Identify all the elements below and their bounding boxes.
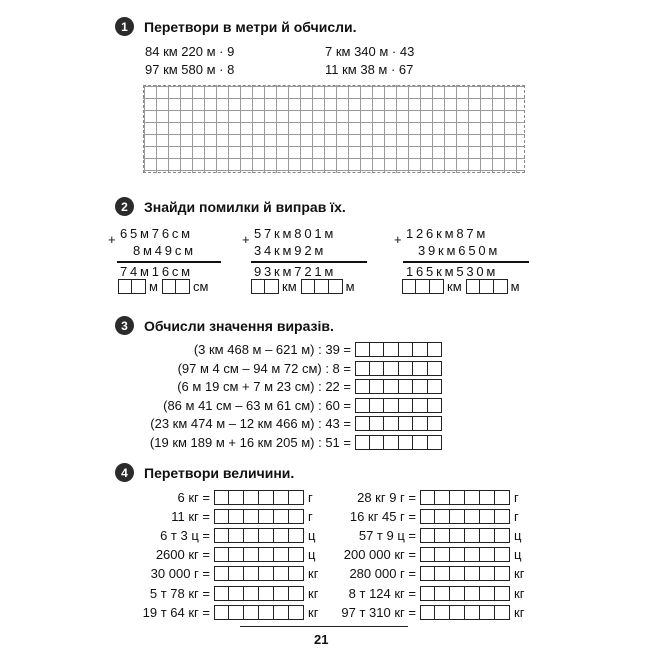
expression-row <box>177 379 442 394</box>
answer-row <box>251 279 359 294</box>
answer-box[interactable] <box>495 586 510 601</box>
answer-row <box>402 279 524 294</box>
answer-box[interactable] <box>480 490 495 505</box>
answer-box[interactable] <box>480 279 494 294</box>
task-4-header <box>115 463 294 482</box>
answer-box[interactable] <box>289 566 304 581</box>
conversion-row <box>341 605 528 620</box>
sum-result: 165км530м <box>406 264 499 279</box>
page-number: 21 <box>314 632 329 647</box>
answer-box[interactable] <box>435 528 450 543</box>
answer-box[interactable] <box>413 416 428 431</box>
answer-box[interactable] <box>450 566 465 581</box>
addend-top: 57км801м <box>254 226 337 241</box>
answer-box[interactable] <box>370 435 385 450</box>
conversion-expression: 8 т 124 кг = <box>348 585 416 601</box>
expression-text: (97 м 4 см – 94 м 72 см) : 8 = <box>177 360 351 376</box>
answer-box[interactable] <box>244 547 259 562</box>
task-2-header <box>115 197 346 216</box>
answer-box[interactable] <box>495 605 510 620</box>
answer-box[interactable] <box>214 547 229 562</box>
answer-box[interactable] <box>229 586 244 601</box>
answer-box[interactable] <box>274 566 289 581</box>
answer-box[interactable] <box>384 416 399 431</box>
answer-box[interactable] <box>495 509 510 524</box>
answer-box[interactable] <box>430 279 444 294</box>
answer-box[interactable] <box>289 509 304 524</box>
answer-box[interactable] <box>399 416 414 431</box>
answer-box[interactable] <box>465 566 480 581</box>
conversion-expression: 6 т 3 ц = <box>160 528 210 544</box>
answer-box[interactable] <box>450 605 465 620</box>
answer-box[interactable] <box>384 435 399 450</box>
unit-label: кг <box>514 604 525 620</box>
conversion-expression: 280 000 г = <box>349 566 416 582</box>
answer-box[interactable] <box>229 547 244 562</box>
column-addition <box>108 224 196 279</box>
answer-box[interactable] <box>416 279 430 294</box>
answer-box[interactable] <box>274 528 289 543</box>
answer-box[interactable] <box>274 490 289 505</box>
answer-box[interactable] <box>399 379 414 394</box>
expression-row <box>194 342 442 357</box>
answer-box[interactable] <box>435 490 450 505</box>
answer-box[interactable] <box>384 398 399 413</box>
answer-box[interactable] <box>355 361 370 376</box>
footer-line <box>240 626 408 627</box>
answer-box[interactable] <box>402 279 416 294</box>
answer-box[interactable] <box>450 547 465 562</box>
conversion-row <box>156 547 322 562</box>
answer-box[interactable] <box>355 416 370 431</box>
unit-label: км <box>447 279 462 294</box>
answer-box[interactable] <box>259 490 274 505</box>
answer-box[interactable] <box>428 416 443 431</box>
answer-box[interactable] <box>450 586 465 601</box>
answer-box[interactable] <box>355 435 370 450</box>
answer-box[interactable] <box>315 279 329 294</box>
unit-label: кг <box>308 566 319 582</box>
answer-box[interactable] <box>259 509 274 524</box>
answer-box[interactable] <box>495 528 510 543</box>
unit-label: кг <box>514 585 525 601</box>
column-addition <box>242 224 337 279</box>
answer-box[interactable] <box>229 566 244 581</box>
answer-box[interactable] <box>229 605 244 620</box>
answer-box[interactable] <box>428 435 443 450</box>
answer-box[interactable] <box>244 509 259 524</box>
answer-box[interactable] <box>214 528 229 543</box>
answer-box[interactable] <box>214 566 229 581</box>
answer-box[interactable] <box>428 342 443 357</box>
answer-box[interactable] <box>465 509 480 524</box>
conversion-row <box>357 490 528 505</box>
answer-box[interactable] <box>274 605 289 620</box>
task-number-badge: 1 <box>115 17 134 36</box>
sum-line <box>117 261 221 263</box>
expression-row <box>150 435 442 450</box>
expression-text: (6 м 19 см + 7 м 23 см) : 22 = <box>177 379 351 395</box>
conversion-expression: 97 т 310 кг = <box>341 604 416 620</box>
answer-box[interactable] <box>259 547 274 562</box>
answer-box[interactable] <box>495 490 510 505</box>
answer-box[interactable] <box>480 509 495 524</box>
conversion-expression: 16 кг 45 г = <box>349 509 416 525</box>
expression-text: (86 м 41 см – 63 м 61 см) : 60 = <box>163 397 351 413</box>
addend-bottom: 8м49см <box>133 243 196 258</box>
task-title: Знайди помилки й виправ їх. <box>144 198 346 215</box>
conversion-expression: 28 кг 9 г = <box>357 490 416 505</box>
answer-box[interactable] <box>465 586 480 601</box>
unit-label: км <box>282 279 297 294</box>
answer-box[interactable] <box>229 490 244 505</box>
task-number-badge: 2 <box>115 197 134 216</box>
answer-box[interactable] <box>399 435 414 450</box>
unit-label: ц <box>514 547 522 563</box>
expression-row <box>178 361 442 376</box>
conversion-row <box>344 547 528 562</box>
answer-box[interactable] <box>420 586 435 601</box>
answer-box[interactable] <box>244 605 259 620</box>
answer-box[interactable] <box>289 586 304 601</box>
answer-box[interactable] <box>480 605 495 620</box>
conversion-row <box>349 566 528 581</box>
task-title: Перетвори величини. <box>144 464 295 481</box>
conversion-expression: 6 кг = <box>177 490 210 505</box>
task-1-header <box>115 17 357 36</box>
answer-box[interactable] <box>399 342 414 357</box>
answer-box[interactable] <box>259 566 274 581</box>
answer-box[interactable] <box>435 547 450 562</box>
answer-box[interactable] <box>244 586 259 601</box>
unit-label: г <box>514 490 519 505</box>
answer-box[interactable] <box>450 509 465 524</box>
answer-box[interactable] <box>465 528 480 543</box>
answer-box[interactable] <box>162 279 176 294</box>
conversion-row <box>171 509 322 524</box>
answer-box[interactable] <box>480 566 495 581</box>
unit-label: м <box>149 279 158 294</box>
answer-box[interactable] <box>420 528 435 543</box>
plus-sign: + <box>242 232 250 247</box>
answer-box[interactable] <box>244 528 259 543</box>
answer-box[interactable] <box>370 416 385 431</box>
answer-box[interactable] <box>494 279 508 294</box>
unit-label: кг <box>514 566 525 582</box>
conversion-expression: 57 т 9 ц = <box>358 528 416 544</box>
answer-box[interactable] <box>384 342 399 357</box>
answer-box[interactable] <box>229 509 244 524</box>
answer-box[interactable] <box>265 279 279 294</box>
conversion-expression: 5 т 78 кг = <box>149 585 210 601</box>
expression-text: (23 км 474 м – 12 км 466 м) : 43 = <box>150 416 351 432</box>
unit-label: ц <box>308 547 316 563</box>
answer-box[interactable] <box>274 586 289 601</box>
answer-box[interactable] <box>420 509 435 524</box>
squared-work-area[interactable] <box>143 85 525 173</box>
unit-label: г <box>308 490 313 505</box>
answer-box[interactable] <box>259 528 274 543</box>
unit-label: ц <box>514 528 522 544</box>
answer-box[interactable] <box>214 586 229 601</box>
answer-box[interactable] <box>435 586 450 601</box>
answer-box[interactable] <box>259 605 274 620</box>
answer-box[interactable] <box>420 547 435 562</box>
answer-box[interactable] <box>465 605 480 620</box>
answer-box[interactable] <box>244 566 259 581</box>
answer-box[interactable] <box>370 361 385 376</box>
answer-box[interactable] <box>274 509 289 524</box>
conversion-expression: 200 000 кг = <box>343 547 416 563</box>
conversion-expression: 11 кг = <box>171 509 210 525</box>
task-title: Обчисли значення виразів. <box>144 317 334 334</box>
answer-box[interactable] <box>370 379 385 394</box>
answer-box[interactable] <box>132 279 146 294</box>
unit-label: м <box>345 279 355 294</box>
column-addition <box>394 224 501 279</box>
unit-label: г <box>308 509 313 525</box>
addend-bottom: 34км92м <box>254 243 327 258</box>
answer-box[interactable] <box>289 490 304 505</box>
sum-result: 93км721м <box>254 264 337 279</box>
answer-box[interactable] <box>289 605 304 620</box>
answer-box[interactable] <box>355 379 370 394</box>
conversion-row <box>143 605 322 620</box>
conversion-expression: 30 000 г = <box>150 566 210 582</box>
addend-top: 65м76см <box>120 226 193 241</box>
answer-box[interactable] <box>384 379 399 394</box>
answer-box[interactable] <box>355 398 370 413</box>
expression-text: (19 км 189 м + 16 км 205 м) : 51 = <box>149 435 351 450</box>
answer-box[interactable] <box>329 279 343 294</box>
answer-box[interactable] <box>420 566 435 581</box>
plus-sign: + <box>394 232 402 247</box>
exercise: 7 км 340 м · 43 <box>325 44 415 59</box>
answer-box[interactable] <box>176 279 190 294</box>
unit-label: кг <box>308 604 319 620</box>
answer-box[interactable] <box>495 566 510 581</box>
answer-box[interactable] <box>289 528 304 543</box>
answer-row <box>118 279 212 294</box>
addend-bottom: 39км650м <box>418 243 501 258</box>
answer-box[interactable] <box>413 435 428 450</box>
answer-box[interactable] <box>480 547 495 562</box>
answer-box[interactable] <box>251 279 265 294</box>
conversion-row <box>349 586 528 601</box>
answer-box[interactable] <box>384 361 399 376</box>
sum-line <box>251 261 367 263</box>
task-3-header <box>115 316 334 335</box>
answer-box[interactable] <box>435 566 450 581</box>
answer-box[interactable] <box>229 528 244 543</box>
exercise: 84 км 220 м · 9 <box>145 44 235 59</box>
answer-box[interactable] <box>495 547 510 562</box>
sum-result: 74м16см <box>120 264 193 279</box>
conversion-row <box>151 566 322 581</box>
answer-box[interactable] <box>450 528 465 543</box>
conversion-row <box>150 586 322 601</box>
answer-box[interactable] <box>274 547 289 562</box>
answer-box[interactable] <box>301 279 315 294</box>
answer-box[interactable] <box>413 398 428 413</box>
answer-box[interactable] <box>480 586 495 601</box>
unit-label: см <box>192 279 209 294</box>
answer-box[interactable] <box>466 279 480 294</box>
answer-box[interactable] <box>399 361 414 376</box>
answer-box[interactable] <box>413 379 428 394</box>
conversion-row <box>359 528 528 543</box>
answer-box[interactable] <box>289 547 304 562</box>
task-number-badge: 3 <box>115 316 134 335</box>
answer-box[interactable] <box>465 547 480 562</box>
exercise: 97 км 580 м · 8 <box>145 62 235 77</box>
answer-box[interactable] <box>355 342 370 357</box>
expression-row <box>163 398 442 413</box>
conversion-expression: 19 т 64 кг = <box>142 604 210 620</box>
answer-box[interactable] <box>428 398 443 413</box>
plus-sign: + <box>108 232 116 247</box>
answer-box[interactable] <box>435 605 450 620</box>
unit-label: г <box>514 509 519 525</box>
sum-line <box>403 261 529 263</box>
answer-box[interactable] <box>399 398 414 413</box>
task-number-badge: 4 <box>115 463 134 482</box>
answer-box[interactable] <box>428 379 443 394</box>
unit-label: ц <box>308 528 316 544</box>
answer-box[interactable] <box>214 509 229 524</box>
answer-box[interactable] <box>465 490 480 505</box>
answer-box[interactable] <box>413 342 428 357</box>
answer-box[interactable] <box>413 361 428 376</box>
unit-label: кг <box>308 585 319 601</box>
task-title: Перетвори в метри й обчисли. <box>144 18 357 35</box>
conversion-expression: 2600 кг = <box>155 547 210 563</box>
answer-box[interactable] <box>420 490 435 505</box>
conversion-row <box>178 490 322 505</box>
answer-box[interactable] <box>428 361 443 376</box>
answer-box[interactable] <box>420 605 435 620</box>
answer-box[interactable] <box>214 605 229 620</box>
conversion-row <box>160 528 322 543</box>
answer-box[interactable] <box>259 586 274 601</box>
answer-box[interactable] <box>370 398 385 413</box>
exercise: 11 км 38 м · 67 <box>325 62 414 77</box>
answer-box[interactable] <box>118 279 132 294</box>
expression-row <box>150 416 442 431</box>
addend-top: 126км87м <box>406 226 489 241</box>
answer-box[interactable] <box>244 490 259 505</box>
answer-box[interactable] <box>370 342 385 357</box>
unit-label: м <box>510 279 520 294</box>
answer-box[interactable] <box>435 509 450 524</box>
answer-box[interactable] <box>450 490 465 505</box>
answer-box[interactable] <box>480 528 495 543</box>
conversion-row <box>350 509 528 524</box>
expression-text: (3 км 468 м – 621 м) : 39 = <box>193 342 351 357</box>
answer-box[interactable] <box>214 490 229 505</box>
